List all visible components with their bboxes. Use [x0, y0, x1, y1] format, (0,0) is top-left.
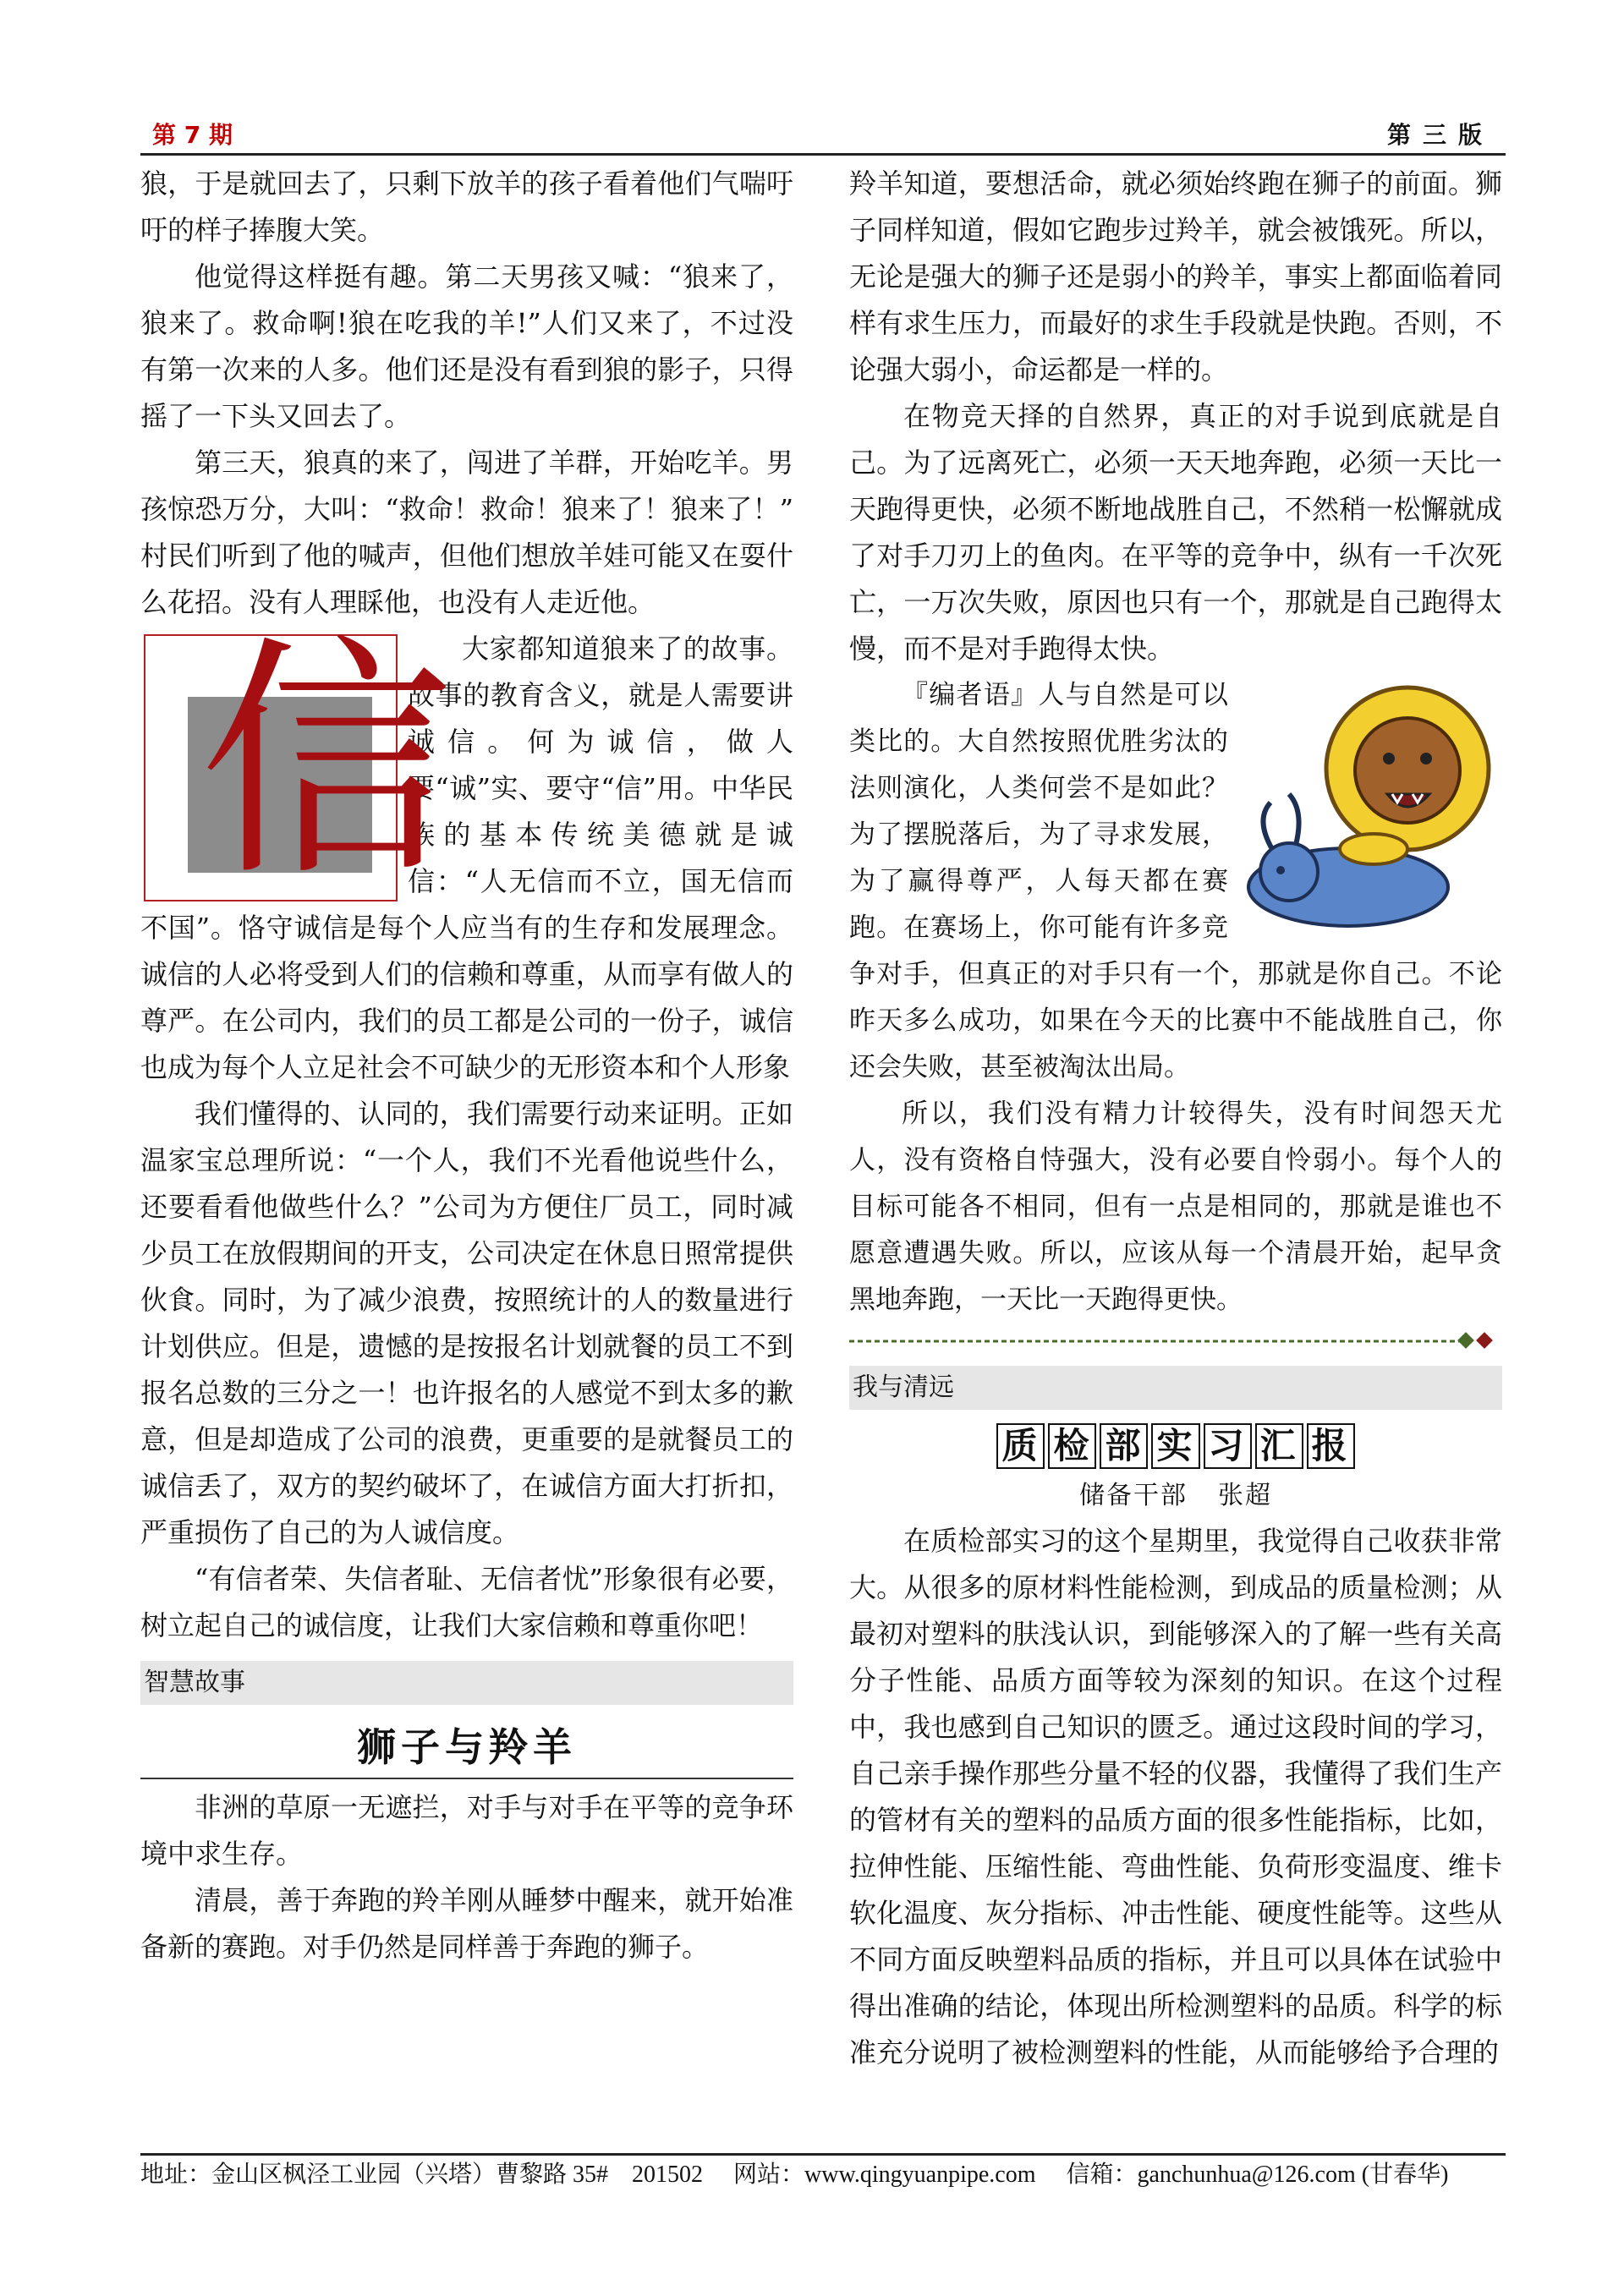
issue-number: 第 7 期: [152, 121, 233, 149]
report-byline: [849, 1474, 1502, 1518]
report-title-char: 习: [1204, 1423, 1252, 1469]
right-column: [849, 161, 1502, 2076]
integrity-paragraph-text: 大家都知道狼来了的故事。故事的教育含义，就是人需要讲诚信。何为诚信，做人要“诚”实、要守“信”用。中华民族的基本传统美德就是诚信：“人无信而不立，国无信而不国”。恪守诚信是每个人应当有的生存和发展理念。诚信的人必将受到人们的信赖和尊重，从而享有做人的尊严。在公司内，我们的员工都是公司的一份子，诚信也成为每个人立足社会不可缺少的无形资本和个人形象: [140, 633, 793, 1083]
report-title-char: 报: [1307, 1423, 1355, 1469]
wolf-story-paragraph-1: 狼，于是就回去了，只剩下放羊的孩子看着他们气喘吁吁的样子捧腹大笑。: [140, 167, 793, 246]
story-title-rule: [140, 1778, 793, 1779]
header-rule: [140, 153, 1506, 156]
report-title-char: 部: [1100, 1423, 1148, 1469]
report-paragraph: 在质检部实习的这个星期里，我觉得自己收获非常大。从很多的原材料性能检测，到成品的质量检测；从最初对塑料的肤浅认识，到能够深入的了解一些有关高分子性能、品质方面等较为深刻的知识。在这个过程中，我也感到自己知识的匮乏。通过这段时间的学习，自己亲手操作那些分量不轻的仪器，我懂得了我们生产的管材有关的塑料的品质方面的很多性能指标，比如，拉伸性能、压缩性能、弯曲性能、负荷形变温度、维卡软化温度、灰分指标、冲击性能、硬度性能等。这些从不同方面反映塑料品质的指标，并且可以具体在试验中得出准确的结论，体现出所检测塑料的品质。科学的标准充分说明了被检测塑料的性能，从而能够给予合理的: [849, 1525, 1502, 2069]
report-title: [995, 1423, 1356, 1469]
section-header-wisdom-story: 智慧故事: [140, 1661, 793, 1705]
action-paragraph: 我们懂得的、认同的，我们需要行动来证明。正如温家宝总理所说：“一个人，我们不光看他说些什么，还要看看他做些什么？”公司为方便住厂员工，同时减少员工在放假期间的开支，公司决定在休息日照常提供伙食。同时，为了减少浪费，按照统计的人的数量进行计划供应。但是，遗憾的是按报名计划就餐的员工不到报名总数的三分之一！也许报名的人感觉不到太多的歉意，但是却造成了公司的浪费，更重要的是就餐员工的诚信丢了，双方的契约破坏了，在诚信方面大打折扣，严重损伤了自己的为人诚信度。: [140, 1098, 793, 1548]
story-title: 狮子与羚羊: [357, 1724, 577, 1770]
report-title-char: 质: [996, 1423, 1045, 1469]
wolf-story-paragraph-2: 他觉得这样挺有趣。第二天男孩又喊：“狼来了，狼来了。救命啊!狼在吃我的羊!”人们又来了，不过没有第一次来的人多。他们还是没有看到狼的影子，只得摇了一下头又回去了。: [140, 260, 793, 432]
lion-story-paragraph-1: 非洲的草原一无遮拦，对手与对手在平等的竞争环境中求生存。: [140, 1791, 793, 1870]
lion-antelope-illustration: [1238, 676, 1506, 943]
lion-story-paragraph-4: 在物竞天择的自然界，真正的对手说到底就是自己。为了远离死亡，必须一天天地奔跑，必须一天比一天跑得更快，必须不断地战胜自己，不然稍一松懈就成了对手刀刃上的鱼肉。在平等的竞争中，纵有一千次死亡，一万次失败，原因也只有一个，那就是自己跑得太慢，而不是对手跑得太快。: [849, 400, 1502, 665]
byline-author: 张超: [1218, 1481, 1272, 1510]
report-title-char: 检: [1048, 1423, 1096, 1469]
section-divider: [849, 1329, 1502, 1354]
footer-website: 网站：www.qingyuanpipe.com: [733, 2162, 1036, 2188]
page-header: [140, 113, 1506, 156]
page-footer: [140, 2153, 1506, 2195]
editor-note-wrap: [849, 672, 1502, 1091]
editor-note-paragraph: [849, 672, 1502, 1091]
footer-contact: [140, 2156, 1506, 2195]
xin-character: 信: [200, 615, 453, 910]
lion-story-paragraph-3: 羚羊知道，要想活命，就必须始终跑在狮子的前面。狮子同样知道，假如它跑步过羚羊，就会被饿死。所以，无论是强大的狮子还是弱小的羚羊，事实上都面临着同样有求生压力，而最好的求生手段就是快跑。否则，不论强大弱小，命运都是一样的。: [849, 167, 1502, 386]
lion-story-paragraph-2: 清晨，善于奔跑的羚羊刚从睡梦中醒来，就开始准备新的赛跑。对手仍然是同样善于奔跑的狮子。: [140, 1884, 793, 1963]
report-title-char: 实: [1151, 1423, 1199, 1469]
report-title-wrap: [849, 1423, 1502, 1469]
integrity-paragraph: [140, 615, 793, 1091]
section-header-me-and-qingyuan: 我与清远: [849, 1366, 1502, 1410]
byline-department: 储备干部: [1079, 1481, 1188, 1510]
closing-paragraph: “有信者荣、失信者耻、无信者忧”形象很有必要，树立起自己的诚信度，让我们大家信赖和尊重你吧！: [140, 1563, 793, 1641]
editor-note-conclusion: 所以，我们没有精力计较得失，没有时间怨天尤人，没有资格自恃强大，没有必要自怜弱小。每个人的目标可能各不相同，但有一点是相同的，那就是谁也不愿意遭遇失败。所以，应该从每一个清晨开始，起早贪黑地奔跑，一天比一天跑得更快。: [849, 1099, 1502, 1315]
footer-address: 地址：金山区枫泾工业园（兴塔）曹黎路 35# 201502: [140, 2162, 704, 2188]
edition-label: 第三版: [1386, 121, 1494, 149]
wolf-story-paragraph-3: 第三天，狼真的来了，闯进了羊群，开始吃羊。男孩惊恐万分，大叫：“救命！救命！狼来了！狼来了！” 村民们听到了他的喊声，但他们想放羊娃可能又在耍什么花招。没有人理睬他，也没有人走近他。: [140, 447, 793, 618]
left-column: [140, 161, 793, 1970]
divider-ornament: [849, 1329, 1502, 1354]
footer-email: 信箱：ganchunhua@126.com (甘春华): [1066, 2162, 1449, 2188]
report-title-char: 汇: [1255, 1423, 1303, 1469]
integrity-paragraph-wrap: [140, 615, 793, 1091]
editor-note-text: 『编者语』人与自然是可以类比的。大自然按照优胜劣汰的法则演化，人类何尝不是如此？为了摆脱落后，为了寻求发展，为了赢得尊严，人每天都在赛跑。在赛场上，你可能有许多竞争对手，但真正的对手只有一个，那就是你自己。不论昨天多么成功，如果在今天的比赛中不能战胜自己，你还会失败，甚至被淘汰出局。: [849, 680, 1502, 1082]
xin-character-illustration: [144, 615, 453, 910]
